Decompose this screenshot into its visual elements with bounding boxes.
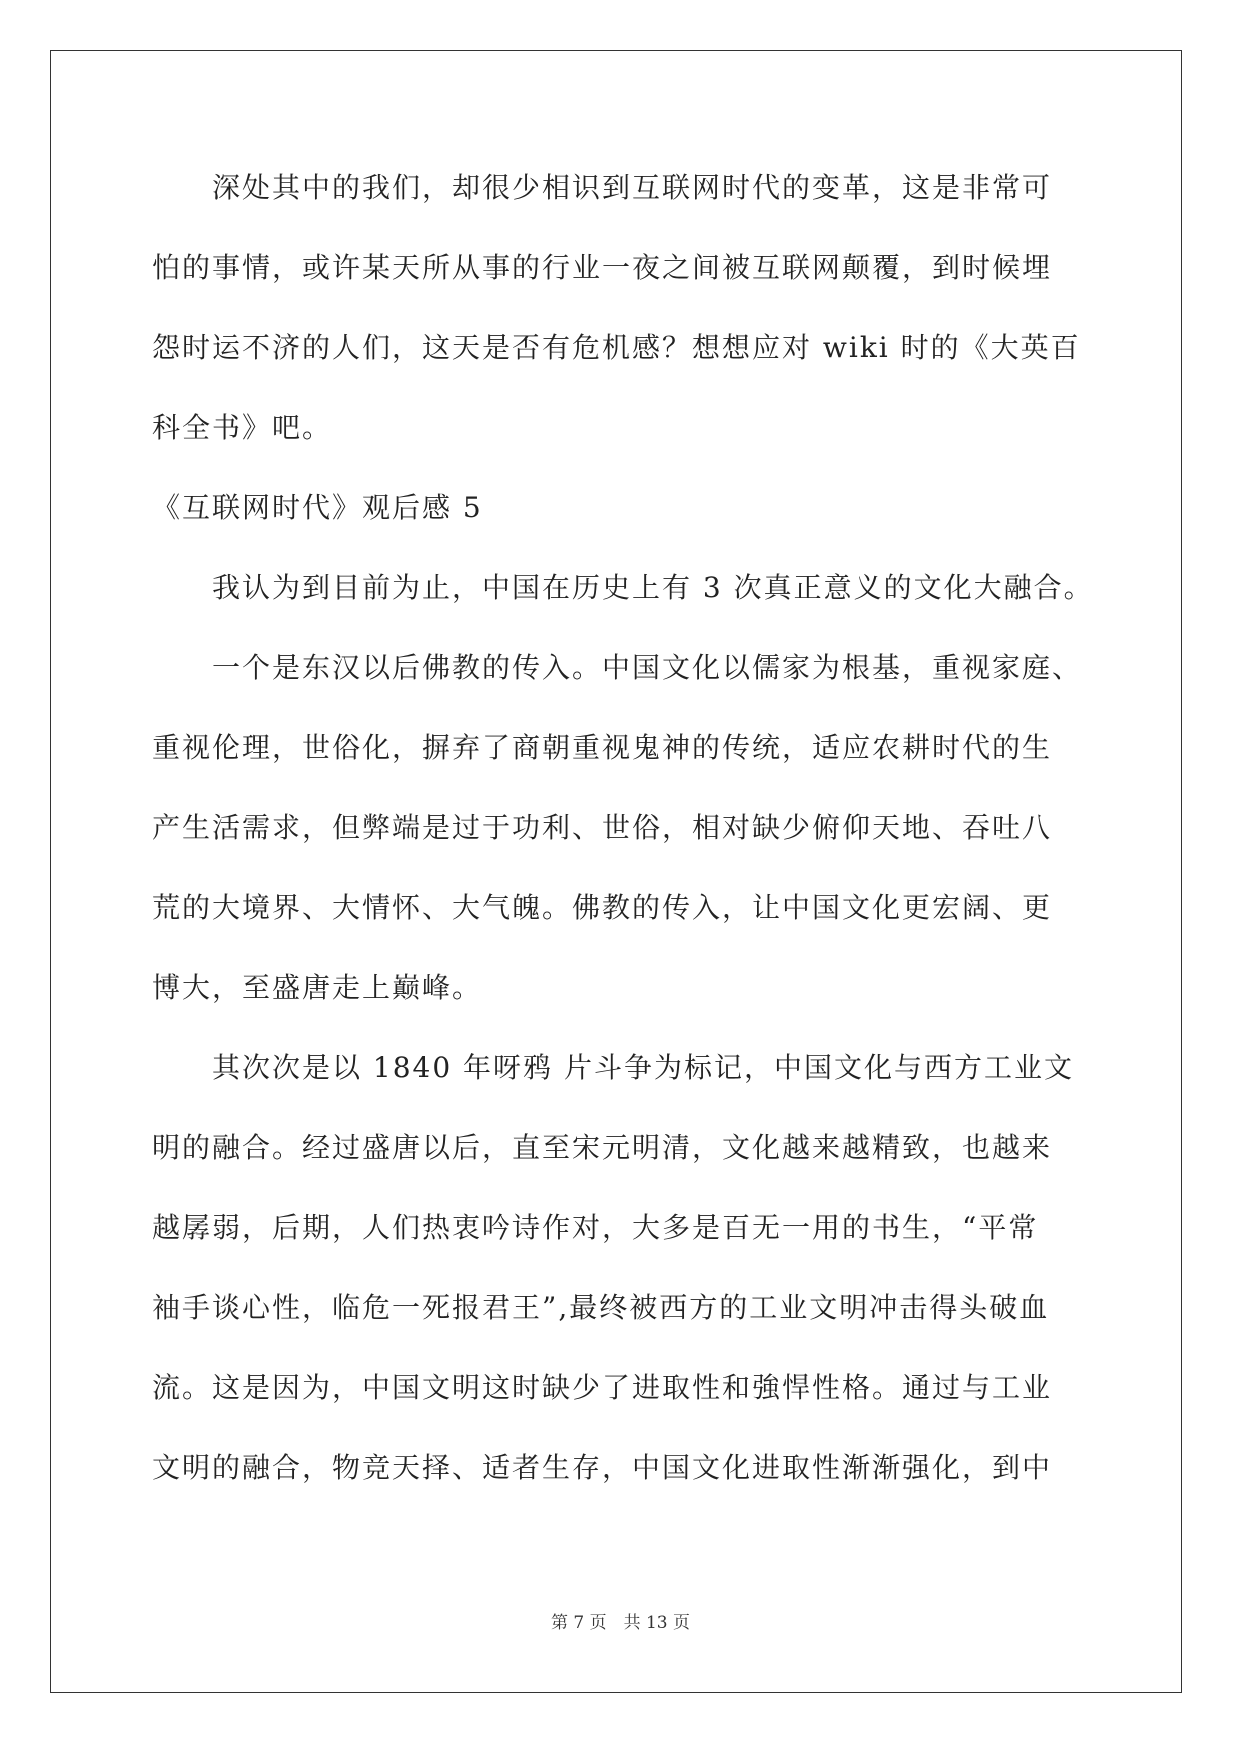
text-line: 荒的大境界、大情怀、大气魄。佛教的传入，让中国文化更宏阔、更 [152,891,1053,924]
text-line: 怕的事情，或许某天所从事的行业一夜之间被互联网颠覆，到时候埋 [152,251,1053,284]
section-heading: 《互联网时代》观后感 5 [152,491,483,524]
text-line: 深处其中的我们，却很少相识到互联网时代的变革，这是非常可 [152,171,1053,204]
text-line: 其次次是以 1840 年呀鸦 片斗争为标记，中国文化与西方工业文 [152,1051,1074,1084]
text-line: 一个是东汉以后佛教的传入。中国文化以儒家为根基，重视家庭、 [152,651,1083,684]
text-line: 重视伦理，世俗化，摒弃了商朝重视鬼神的传统，适应农耕时代的生 [152,731,1053,764]
text-line: 越孱弱，后期，人们热衷吟诗作对，大多是百无一用的书生，“平常 [152,1211,1039,1244]
text-line: 我认为到目前为止，中国在历史上有 3 次真正意义的文化大融合。 [152,571,1094,604]
text-line: 明的融合。经过盛唐以后，直至宋元明清，文化越来越精致，也越来 [152,1131,1053,1164]
text-line: 博大，至盛唐走上巅峰。 [152,971,483,1004]
document-body [152,160,1094,1520]
text-line: 产生活需求，但弊端是过于功利、世俗，相对缺少俯仰天地、吞吐八 [152,811,1053,844]
text-line: 科全书》吧。 [152,411,333,444]
text-line: 文明的融合，物竞天择、适者生存，中国文化进取性渐渐强化，到中 [152,1451,1053,1484]
page-number-footer: 第 7 页 共 13 页 [550,1613,691,1633]
text-line: 袖手谈心性，临危一死报君王”,最终被西方的工业文明冲击得头破血 [152,1291,1050,1324]
text-line: 流。这是因为，中国文明这时缺少了进取性和強悍性格。通过与工业 [152,1371,1053,1404]
text-line: 怨时运不济的人们，这天是否有危机感？想想应对 wiki 时的《大英百 [152,331,1081,364]
